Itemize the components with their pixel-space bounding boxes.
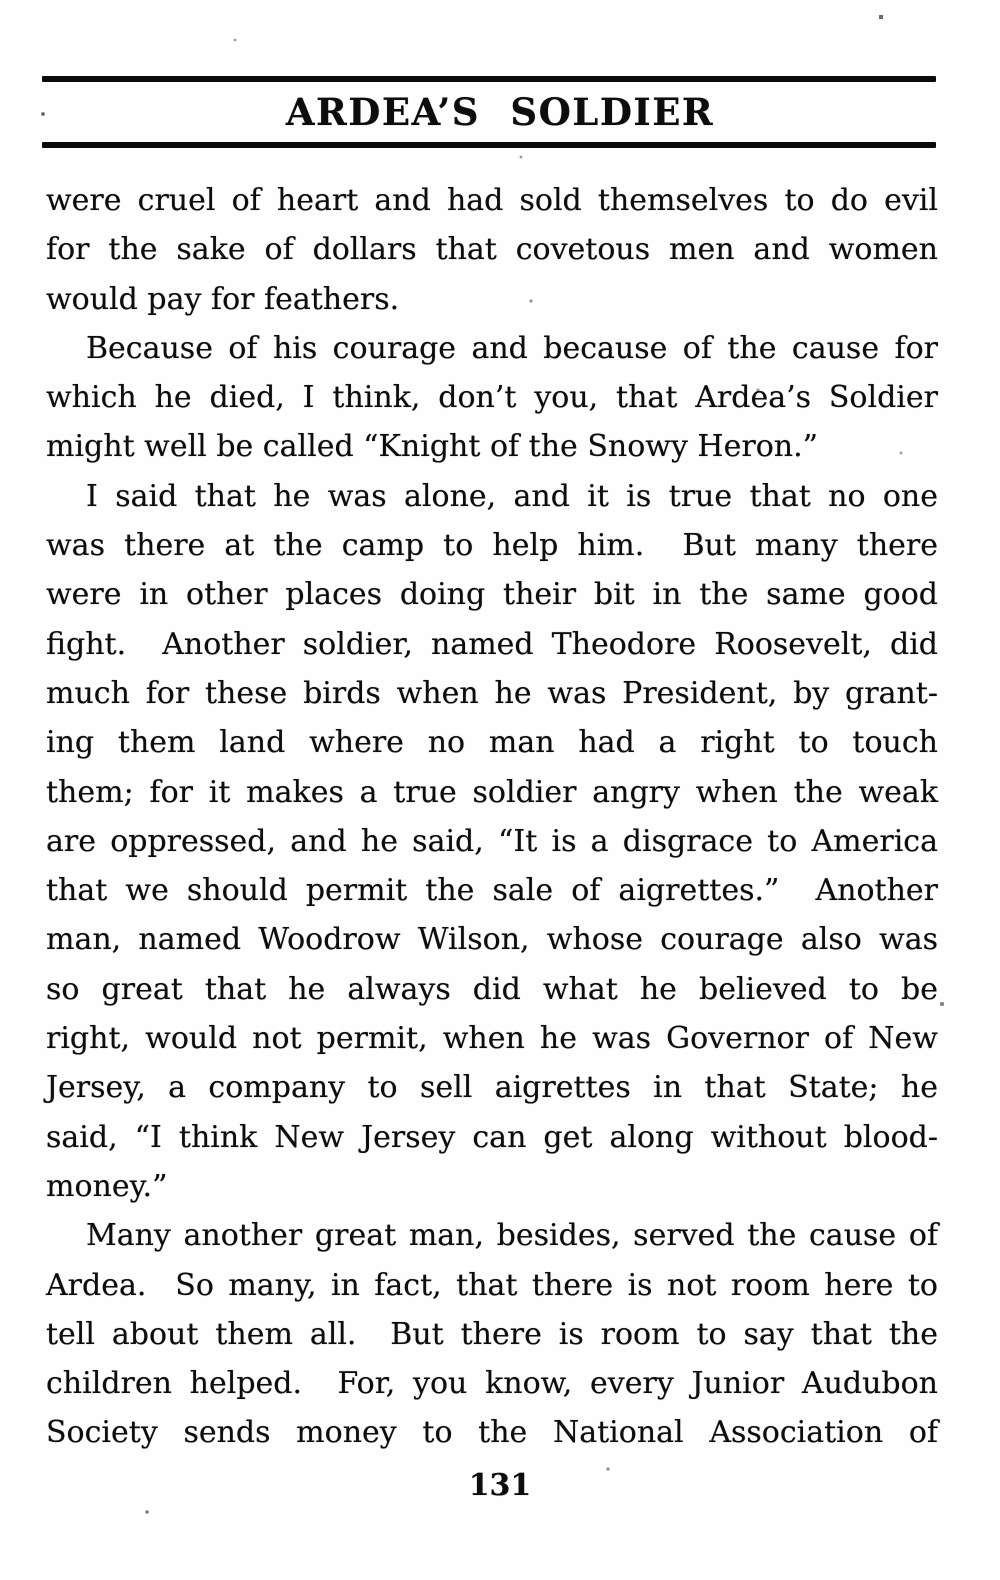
text-line: fight. Another soldier, named Theodore Roosevelt, did [46,626,938,662]
text-line: Jersey, a company to sell aigrettes in that State; he [46,1070,938,1106]
text-line: Because of his courage and because of the cause for [86,330,938,366]
text-line: man, named Woodrow Wilson, whose courage also was [46,922,938,958]
scan-artifacts [0,0,2,2]
text-line: Many another great man, besides, served the cause of [86,1218,938,1254]
text-line: children helped. For, you know, every Junior Audubon [46,1366,938,1402]
text-line: are oppressed, and he said, “It is a disgrace to America [46,823,938,859]
text-line: were cruel of heart and had sold themselves to do evil [46,183,938,218]
page-title: ARDEA’S SOLDIER [285,90,715,134]
text-line: was there at the camp to help him. But many there [46,528,938,564]
text-line: Society sends money to the National Association of [46,1415,938,1451]
text-line: them; for it makes a true soldier angry when the weak [46,774,938,810]
text-line: might well be called “Knight of the Snowy Heron.” [46,429,818,465]
text-line: for the sake of dollars that covetous men and women [46,232,938,268]
text-line: so great that he always did what he believed to be [46,971,938,1007]
page-number: 131 [468,1468,532,1503]
text-line: Ardea. So many, in fact, that there is not room here to [46,1267,938,1303]
text-line: that we should permit the sale of aigrettes.” Another [46,873,938,909]
text-line: which he died, I think, don’t you, that Ardea’s Soldier [46,380,938,416]
text-line: money.” [46,1168,168,1204]
text-line: I said that he was alone, and it is true that no one [86,478,938,514]
header-rule-bottom [42,142,936,148]
text-line: ing them land where no man had a right to touch [46,725,938,761]
text-line: were in other places doing their bit in the same good [46,577,938,613]
text-line: said, “I think New Jersey can get along without blood- [46,1119,938,1155]
text-line: right, would not permit, when he was Governor of New [46,1021,938,1057]
text-line: would pay for feathers. [46,281,400,317]
text-line: much for these birds when he was President, by grant- [46,675,938,711]
header-rule-top [42,76,936,82]
body-text [46,176,938,1458]
text-line: tell about them all. But there is room to say that the [46,1316,938,1352]
